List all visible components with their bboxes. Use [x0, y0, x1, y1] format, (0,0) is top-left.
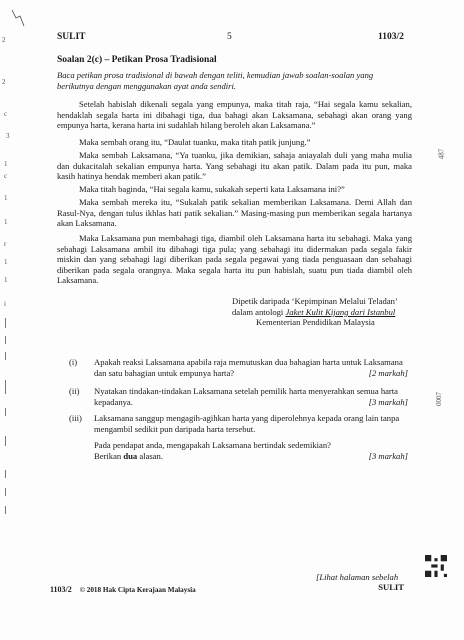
- margin-mark: c: [4, 110, 8, 118]
- page-number: 5: [227, 32, 232, 42]
- section-title: Soalan 2(c) – Petikan Prosa Tradisional: [57, 55, 217, 65]
- margin-mark: 1: [4, 276, 8, 284]
- header-code: 1103/2: [378, 32, 404, 42]
- source-line-3: Kementerian Pendidikan Malaysia: [256, 317, 375, 328]
- margin-tick: [5, 380, 6, 394]
- copyright-text: © 2018 Hak Cipta Kerajaan Malaysia: [79, 586, 196, 594]
- question-1: [94, 357, 408, 378]
- question-number-3: (iii): [69, 413, 82, 423]
- margin-tick: [5, 318, 6, 328]
- source-prefix: dalam antologi: [232, 306, 286, 317]
- margin-tick: [5, 352, 6, 360]
- source-attribution: [232, 296, 432, 328]
- margin-tick: [5, 488, 6, 496]
- margin-tick: [5, 436, 6, 446]
- margin-mark: 3: [6, 132, 10, 140]
- marks-label: [3 markah]: [368, 450, 408, 461]
- footer-code: 1103/2: [50, 585, 72, 594]
- passage-paragraph-6: Maka Laksamana pun membahagi tiga, diambil oleh Laksamana harta itu sebahagi. Maka yang sebahagi Laksamana ambil itu dibahagi tiga pula; yang sebahagi itu didermakan pada segala fakir miskin dan yang sebahagi lagi diberikan pada segala pegawai yang tiada penguasaan dan sebahagi diberikan pada segala orangnya. Maka segala harta itu pun habislah, suatu pun tiada diambil oleh Laksamana.: [57, 233, 412, 286]
- marks-label: [3 markah]: [368, 396, 408, 407]
- passage-paragraph-4: Maka titah baginda, “Hai segala kamu, sukakah seperti kata Laksamana ini?”: [79, 184, 345, 194]
- question-text: Apakah reaksi Laksamana apabila raja memutuskan dua bahagian harta untuk Laksamana dan satu bahagian untuk empunya harta?: [94, 357, 403, 378]
- qr-code-icon: [425, 555, 447, 577]
- passage-paragraph-5: Maka sembah mereka itu, “Sukalah patik sekalian memberikan Laksamana. Demi Allah dan Rasul-Nya, dengan tulus ikhlas hati patik sekalian.” Masing-masing pun memberikan segala hartanya akan Laksamana.: [57, 197, 412, 229]
- footer-copyright: [50, 585, 196, 594]
- scribble-mark: [8, 8, 26, 30]
- question-text: Nyatakan tindakan-tindakan Laksamana setelah pemilik harta menyerahkan semua harta kepadanya.: [94, 386, 398, 407]
- margin-tick: [5, 470, 6, 478]
- question-2: [94, 386, 408, 407]
- question-text-3: [94, 451, 408, 462]
- header-sulit: SULIT: [57, 32, 86, 42]
- margin-tick: [5, 408, 6, 416]
- passage-paragraph-3: Maka sembah Laksamana, “Ya tuanku, jika demikian, sahaja aniayalah duli yang maha mulia dan dukacitalah sekalian empunya harta. Yang sebahagi itu akan patik. Dalam pada itu pun, maka kasih hatinya hendak memberi akan patik.”: [57, 150, 412, 182]
- margin-stamp: 0007: [435, 392, 443, 406]
- prefix: Berikan: [94, 450, 124, 461]
- source-line-2: [232, 307, 432, 318]
- margin-stamp: 487: [437, 148, 446, 160]
- turn-over-text: [Lihat halaman sebelah: [316, 572, 399, 582]
- question-3: [94, 413, 408, 461]
- suffix: alasan.: [137, 450, 163, 461]
- margin-mark: 1: [4, 194, 8, 202]
- margin-tick: [5, 506, 6, 514]
- question-text: Laksamana sanggup mengagih-agihkan harta yang diperolehnya kepada orang lain tanpa mengambil sedikit pun daripada harta tersebut.: [94, 413, 400, 434]
- source-line-1: Dipetik daripada ‘Kepimpinan Melalui Teladan’: [232, 296, 398, 306]
- margin-tick: [5, 336, 6, 344]
- footer-sulit: SULIT: [378, 582, 404, 592]
- passage-paragraph-1: Setelah habislah dikenali segala yang empunya, maka titah raja, “Hai segala kamu sekalian, hendaklah segala harta ini dibahagi tiga, dua bahagi akan Laksamana, sebahagi akan orang yang empunya harta, kerana harta ini sudahlah hilang beroleh akan Laksamana.”: [57, 99, 412, 131]
- question-number-1: (i): [69, 357, 78, 367]
- margin-mark: 1: [4, 258, 8, 266]
- instruction-text: Baca petikan prosa tradisional di bawah dengan teliti, kemudian jawab soalan-soalan yang berikutnya dengan menggunakan ayat anda sendiri.: [57, 70, 374, 91]
- margin-mark: 1: [4, 218, 8, 226]
- margin-mark: i: [4, 300, 6, 308]
- margin-mark: c: [4, 172, 8, 180]
- passage-paragraph-2: Maka sembah orang itu, “Daulat tuanku, maka titah patik junjung.”: [79, 137, 311, 147]
- margin-mark: 1: [4, 160, 8, 168]
- marks-label: [2 markah]: [368, 367, 408, 378]
- anthology-title: Jaket Kulit Kijang dari Istanbul: [285, 306, 396, 317]
- footer-turn-over: [316, 572, 404, 592]
- margin-mark: 2: [2, 78, 6, 86]
- question-number-2: (ii): [69, 386, 80, 396]
- margin-mark: r: [4, 240, 7, 248]
- emphasis: dua: [123, 450, 138, 461]
- margin-mark: 2: [2, 36, 6, 44]
- question-text-2: Pada pendapat anda, mengapakah Laksamana bertindak sedemikian?: [94, 440, 331, 451]
